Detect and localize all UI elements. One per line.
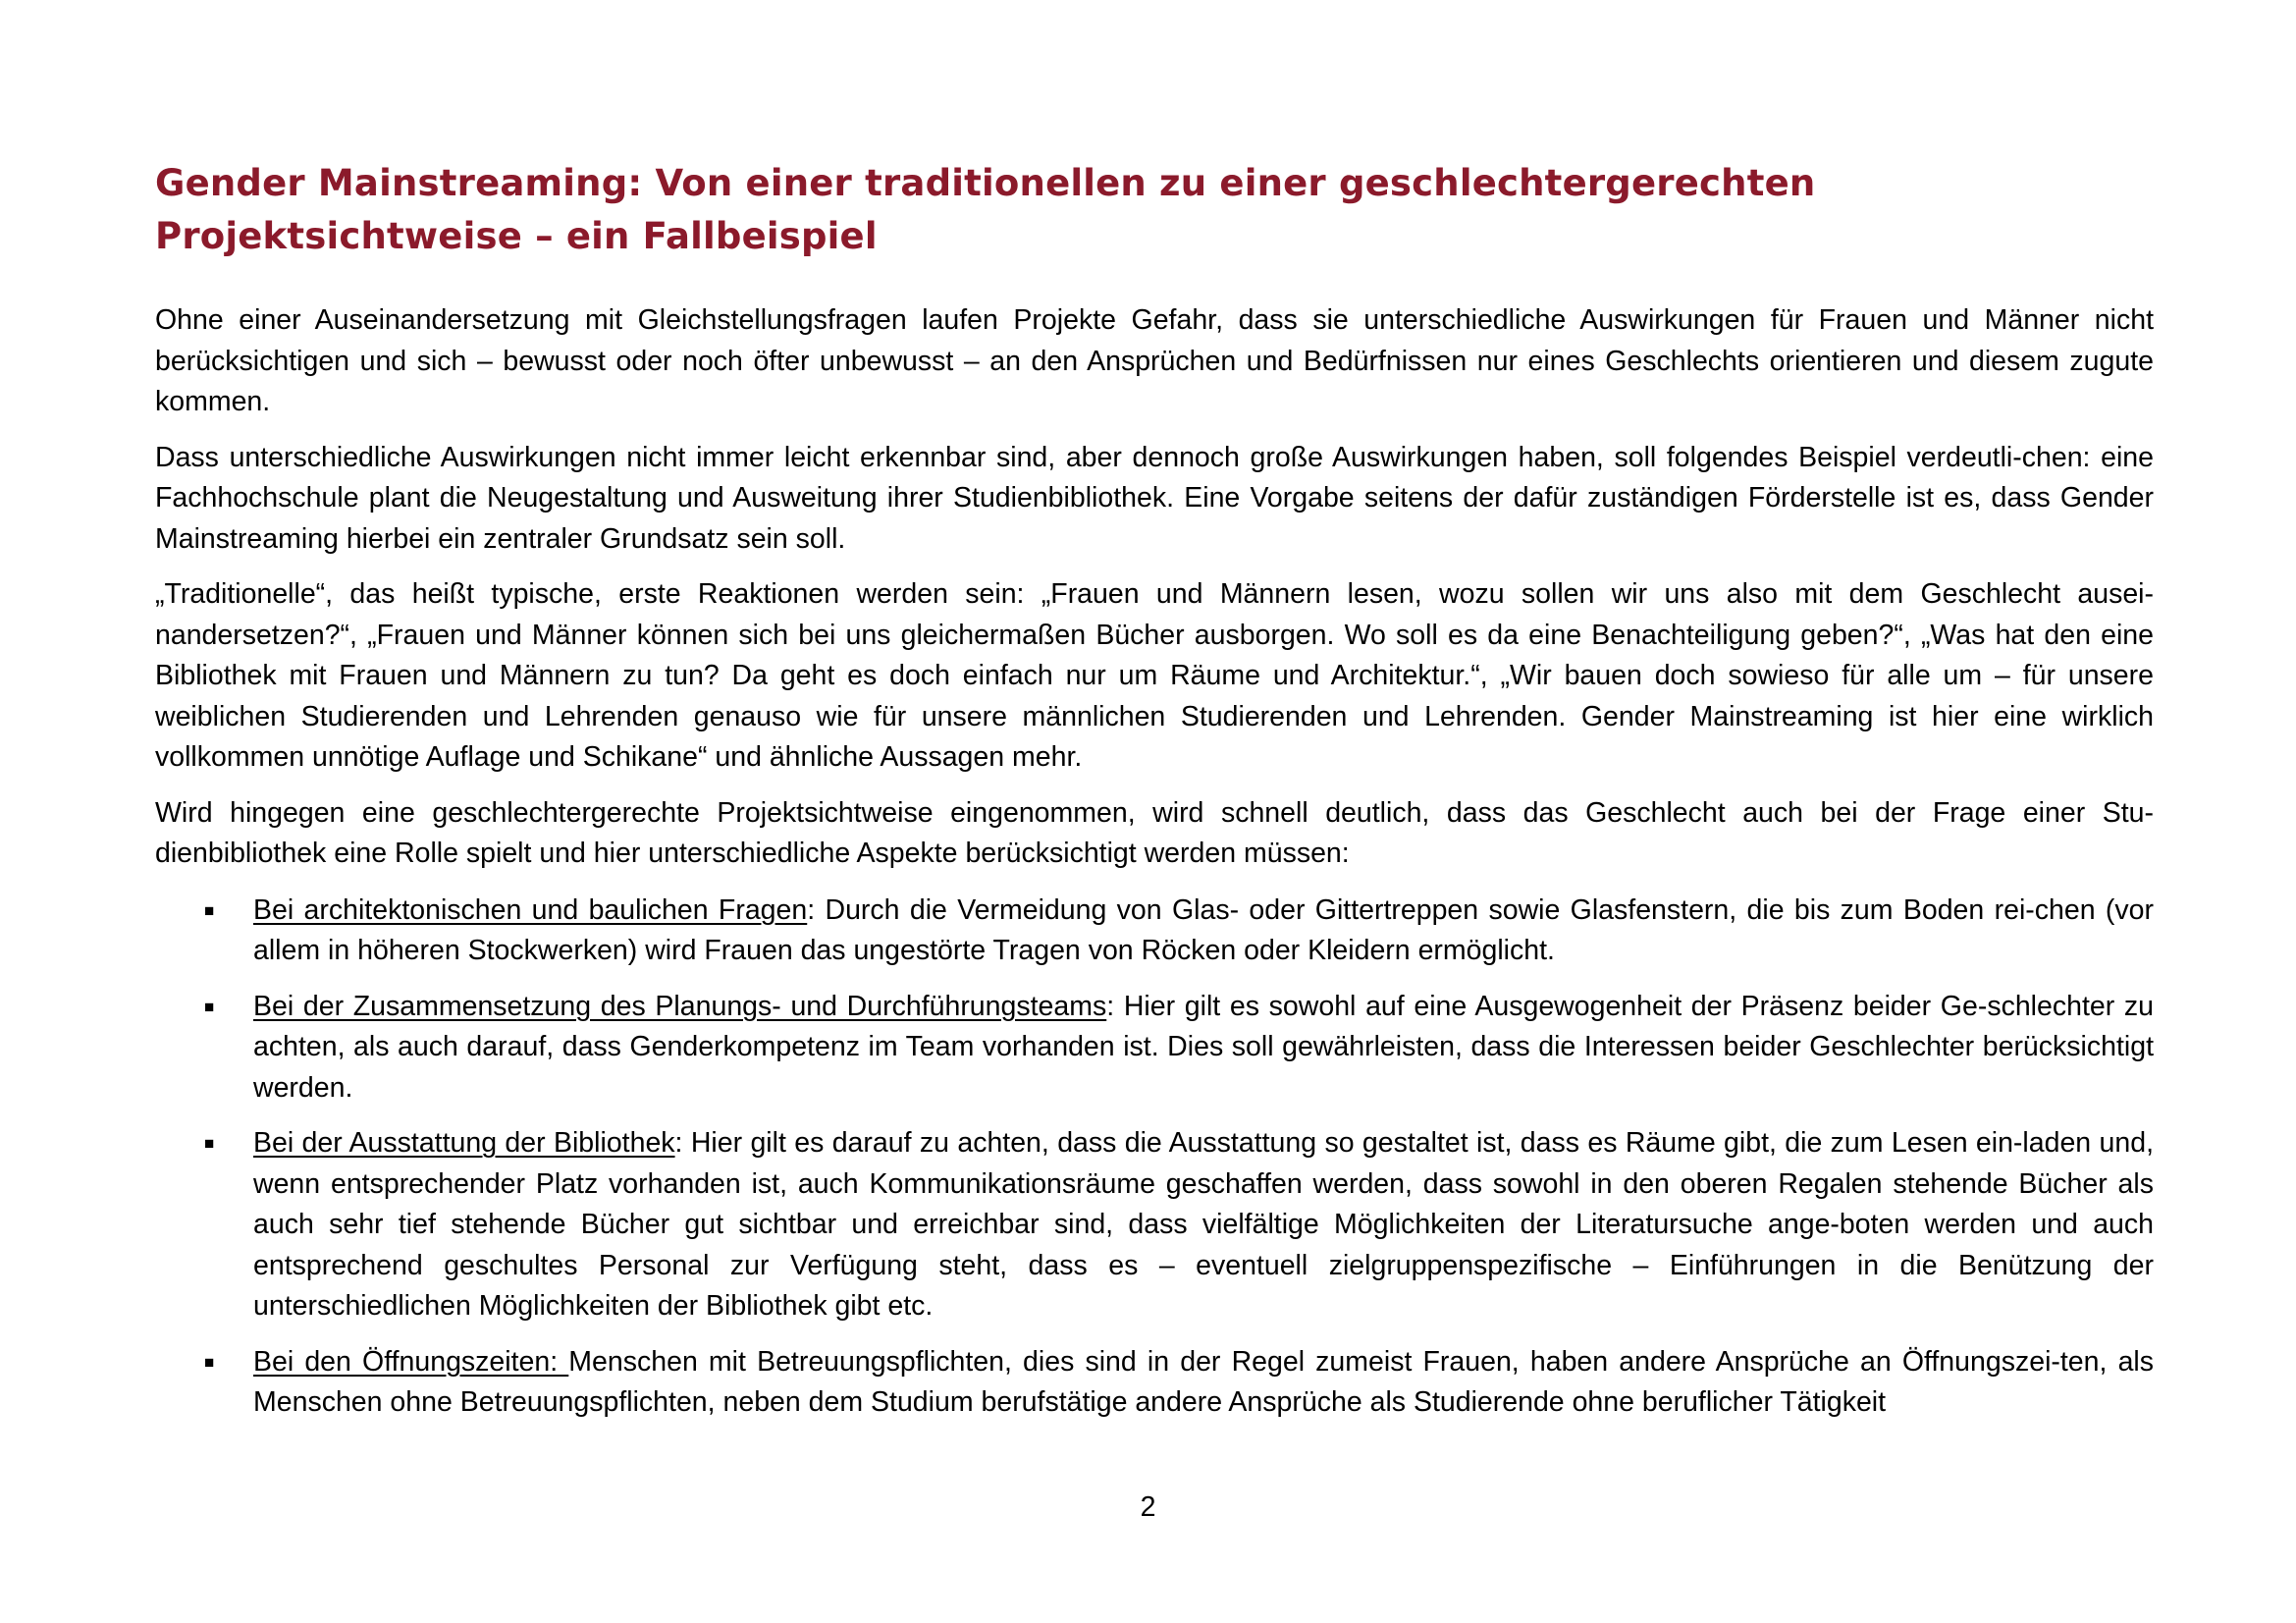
list-item-team (155, 987, 2154, 1109)
list-item-label: Bei der Ausstattung der Bibliothek (253, 1127, 675, 1159)
paragraph-gender-perspective: Wird hingegen eine geschlechtergerechte Projektsichtweise eingenommen, wird schnell deutlich, dass das Geschlecht auch bei der Frage einer Stu-dienbibliothek eine Rolle spielt und hier unterschiedliche Aspekte berücksichtigt werden müssen: (155, 796, 2154, 869)
page-title-line-1: Gender Mainstreaming: Von einer traditionellen zu einer geschlechtergerechten (155, 162, 1816, 204)
list-item-equipment (155, 1123, 2154, 1327)
list-item-opening-hours (155, 1342, 2154, 1424)
list-item-label: Bei den Öffnungszeiten: (253, 1345, 569, 1378)
paragraph-traditional-reactions: „Traditionelle“, das heißt typische, erste Reaktionen werden sein: „Frauen und Männern lesen, wozu sollen wir uns also mit dem Geschlecht ausei-nandersetzen?“, „Frauen und Männer können sich bei uns gleichermaßen Bücher ausborgen. Wo soll es da eine Benachteiligung geben?“, „Was hat den eine Bibliothek mit Frauen und Männern zu tun? Da geht es doch einfach nur um Räume und Architektur.“, „Wir bauen doch sowieso für alle um – für unsere weiblichen Studierenden und Lehrenden genauso wie für unsere männlichen Studierenden und Lehrenden. Gender Mainstreaming ist hier eine wirklich vollkommen unnötige Auflage und Schikane“ und ähnliche Aussagen mehr. (155, 578, 2154, 773)
list-item-label: Bei der Zusammensetzung des Planungs- und Durchführungsteams (253, 990, 1107, 1022)
document-page (155, 157, 2154, 1438)
square-bullet-icon: ■ (204, 1352, 215, 1372)
aspects-list (155, 891, 2154, 1424)
paragraph-intro: Ohne einer Auseinandersetzung mit Gleichstellungsfragen laufen Projekte Gefahr, dass sie unterschiedliche Auswirkungen für Frauen und Männer nicht berücksichtigen und sich – bewusst oder noch öfter unbewusst – an den Ansprüchen und Bedürfnissen nur eines Geschlechts orientieren und diesem zugute kommen. (155, 304, 2154, 417)
page-title-line-2: Projektsichtweise – ein Fallbeispiel (155, 215, 878, 257)
list-item-text: : Hier gilt es sowohl auf eine Ausgewogenheit der Präsenz beider Ge-schlechter zu achten, als auch darauf, dass Genderkompetenz im Team vorhanden ist. Dies soll gewährleisten, dass die Interessen beider Geschlechter berücksichtigt werden. (253, 990, 2154, 1104)
list-item-text: : Durch die Vermeidung von Glas- oder Gittertreppen sowie Glasfenstern, die bis zum Boden rei-chen (vor allem in höheren Stockwerken) wird Frauen das ungestörte Tragen von Röcken oder Kleidern ermöglicht. (253, 893, 2154, 966)
list-item-architecture (155, 891, 2154, 972)
paragraph-example: Dass unterschiedliche Auswirkungen nicht immer leicht erkennbar sind, aber dennoch große Auswirkungen haben, soll folgendes Beispiel verdeutli-chen: eine Fachhochschule plant die Neugestaltung und Ausweitung ihrer Studienbibliothek. Eine Vorgabe seitens der dafür zuständigen Förderstelle ist es, dass Gender Mainstreaming hierbei ein zentraler Grundsatz sein soll. (155, 441, 2154, 555)
list-item-text: : Hier gilt es darauf zu achten, dass die Ausstattung so gestaltet ist, dass es Räume gibt, die zum Lesen ein-laden und, wenn entsprechender Platz vorhanden ist, auch Kommunikationsräume geschaffen werden, dass sowohl in den oberen Regalen stehende Bücher als auch sehr tief stehende Bücher gut sichtbar und erreichbar sind, dass vielfältige Möglichkeiten der Literatursuche ange-boten werden und auch entsprechend geschultes Personal zur Verfügung steht, dass es – eventuell zielgruppenspezifische – Einführungen in die Benützung der unterschiedlichen Möglichkeiten der Bibliothek gibt etc. (253, 1127, 2154, 1322)
list-item-text: Menschen mit Betreuungspflichten, dies sind in der Regel zumeist Frauen, haben andere Ansprüche an Öffnungszei-ten, als Menschen ohne Betreuungspflichten, neben dem Studium berufstätige andere Ansprüche als Studierende ohne beruflicher Tätigkeit (253, 1345, 2154, 1418)
square-bullet-icon: ■ (204, 997, 215, 1016)
square-bullet-icon: ■ (204, 900, 215, 920)
square-bullet-icon: ■ (204, 1134, 215, 1153)
page-title (155, 157, 2154, 263)
page-number: 2 (1140, 1491, 1156, 1523)
list-item-label: Bei architektonischen und baulichen Fragen (253, 893, 808, 926)
